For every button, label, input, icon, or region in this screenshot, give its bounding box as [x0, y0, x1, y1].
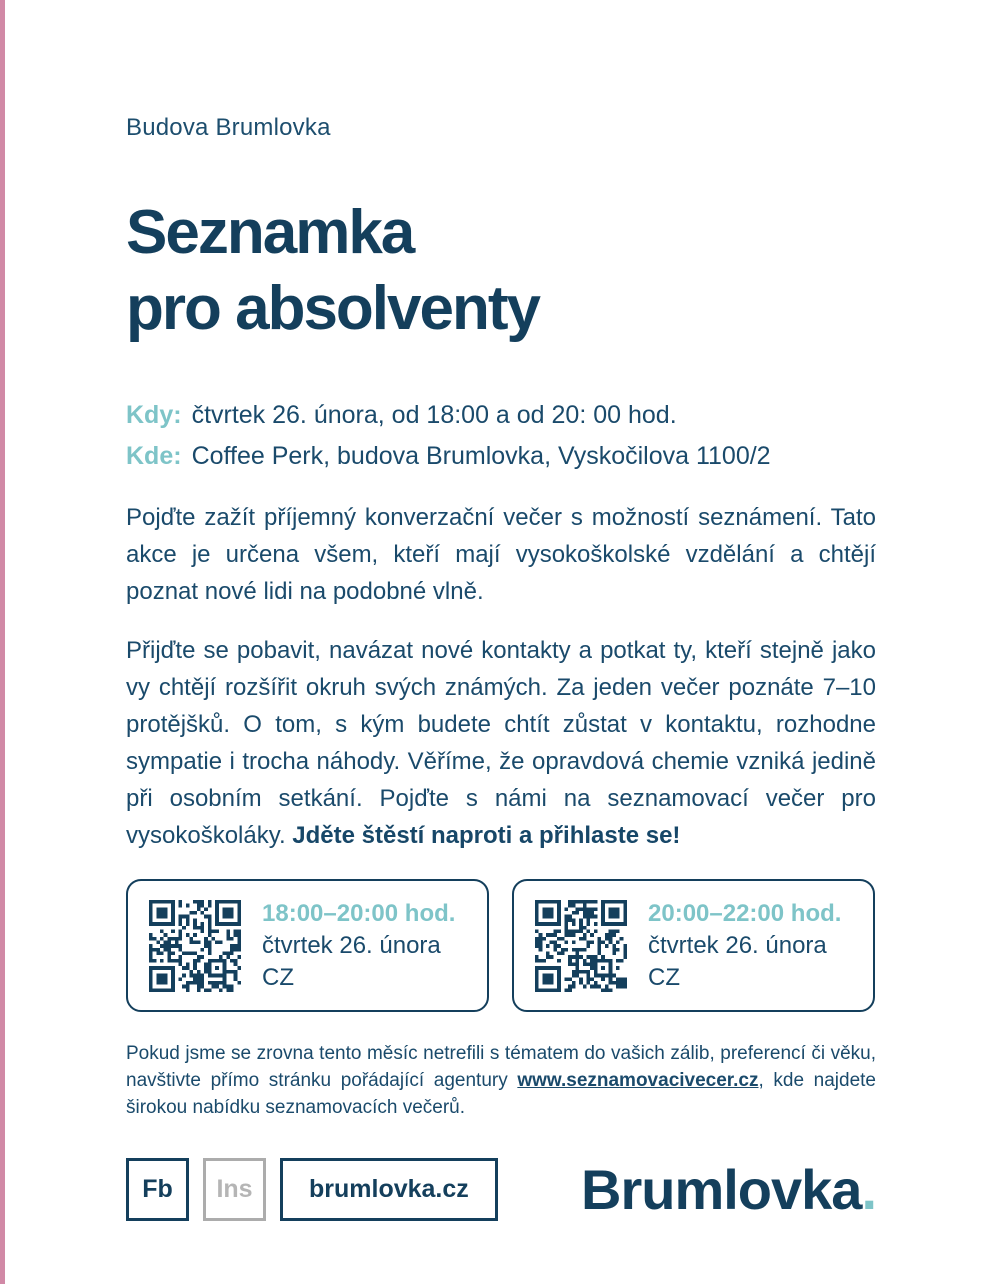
when-label: Kdy: [126, 401, 182, 429]
when-row [126, 395, 876, 436]
when-value: čtvrtek 26. února, od 18:00 a od 20: 00 hod. [191, 401, 677, 429]
session-date: čtvrtek 26. února [648, 931, 827, 959]
agency-link[interactable]: www.seznamovacivecer.cz [517, 1070, 759, 1091]
session-card-early [126, 879, 489, 1012]
building-label: Budova Brumlovka [126, 114, 331, 141]
instagram-button[interactable]: Ins [203, 1158, 266, 1221]
brumlovka-logo-dot: . [861, 1158, 876, 1221]
where-label: Kde: [126, 442, 182, 470]
page-title [126, 195, 876, 347]
session-time: 18:00–20:00 hod. [262, 899, 456, 927]
footnote [126, 1040, 876, 1121]
footnote-text-after: , kde najdete širokou nabídku seznamovacích večerů. [126, 1070, 876, 1118]
brumlovka-logo [581, 1158, 876, 1221]
session-language: CZ [262, 963, 294, 991]
session-cards [126, 879, 876, 1012]
session-info [262, 898, 455, 994]
session-date: čtvrtek 26. února [262, 931, 441, 959]
intro-paragraph: Pojďte zažít příjemný konverzační večer s možností seznámení. Tato akce je určena všem, kteří mají vysokoškolské vzdělání a chtějí poznat nové lidi na podobné vlně. [126, 504, 876, 605]
page-title-line2: pro absolventy [126, 274, 539, 343]
event-details [126, 395, 876, 477]
where-value: Coffee Perk, budova Brumlovka, Vyskočilova 1100/2 [191, 442, 771, 470]
session-language: CZ [648, 963, 680, 991]
cta-text: Jděte štěstí naproti a přihlaste se! [292, 822, 681, 849]
social-buttons [126, 1158, 498, 1221]
session-card-late [512, 879, 875, 1012]
facebook-button[interactable]: Fb [126, 1158, 189, 1221]
description-text: Přijďte se pobavit, navázat nové kontakty a potkat ty, kteří stejně jako vy chtějí rozšířit okruh svých známých. Za jeden večer poznáte 7–10 protějšků. O tom, s kým budete chtít zůstat v kontaktu, rozhodne sympatie i trocha náhody. Věříme, že opravdová chemie vzniká jedině při osobním setkání. Pojďte s námi na seznamovací večer pro vysokoškoláky. [126, 637, 876, 849]
footer-row [126, 1158, 876, 1221]
description-paragraph [126, 632, 876, 854]
page-title-line1: Seznamka [126, 198, 414, 267]
qr-code [535, 900, 627, 992]
session-info [648, 898, 841, 994]
footnote-text-before: Pokud jsme se zrovna tento měsíc netrefili s tématem do vašich zálib, preferencí či věku, navštivte přímo stránku pořádající agentury [126, 1043, 876, 1091]
session-time: 20:00–22:00 hod. [648, 899, 842, 927]
website-button[interactable]: brumlovka.cz [280, 1158, 498, 1221]
where-row [126, 436, 876, 477]
poster-content [126, 0, 876, 1221]
brumlovka-logo-text: Brumlovka [581, 1158, 862, 1221]
left-accent-strip [0, 0, 5, 1284]
qr-code [149, 900, 241, 992]
